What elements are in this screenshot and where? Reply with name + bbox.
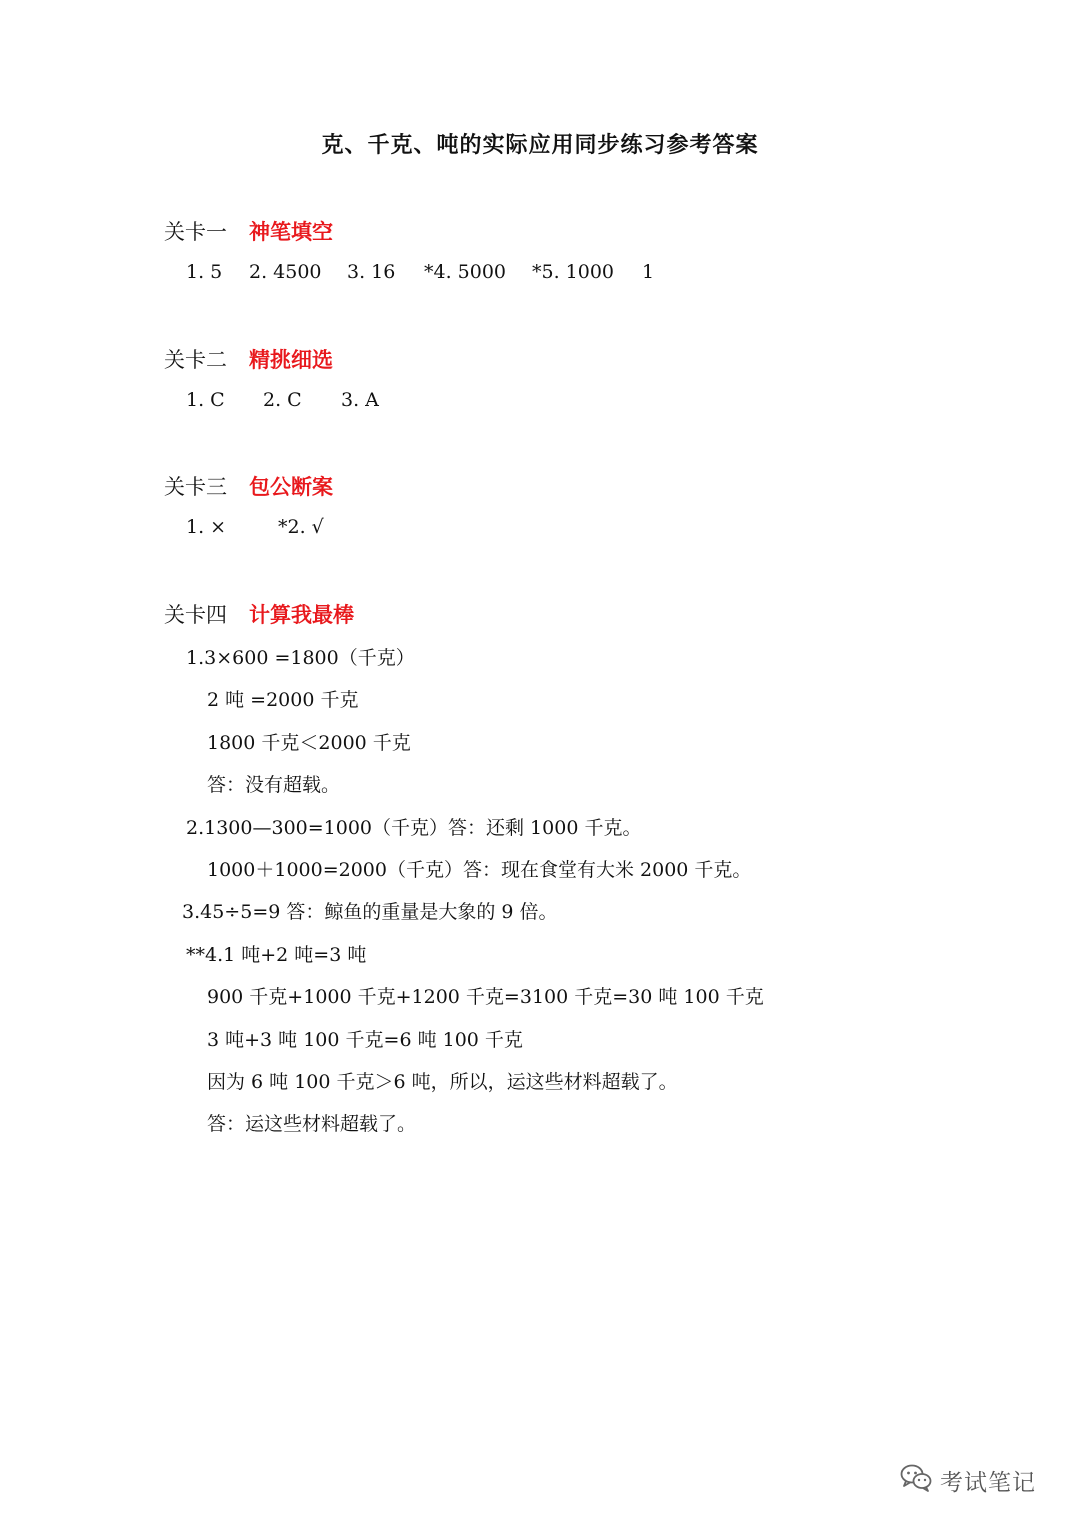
solution-line: 3.45÷5=9 答：鲸鱼的重量是大象的 9 倍。 (182, 901, 558, 923)
solution-line: 因为 6 吨 100 千克＞6 吨，所以，运这些材料超载了。 (207, 1071, 678, 1093)
section-heading-4 (164, 599, 354, 629)
solution-line: 900 千克+1000 千克+1200 千克=3100 千克=30 吨 100 千克 (207, 986, 764, 1008)
solution-line: 1.3×600 =1800（千克） (186, 647, 415, 669)
answer: 1 (642, 261, 655, 283)
section-level: 关卡一 (164, 220, 227, 244)
answer: 1. 5 (186, 261, 223, 283)
solution-line: 2 吨 =2000 千克 (207, 689, 359, 711)
answer-row-3 (186, 516, 324, 538)
solution-line: **4.1 吨+2 吨=3 吨 (186, 944, 367, 966)
solution-line: 答：没有超载。 (207, 774, 341, 796)
section-name: 包公断案 (249, 474, 333, 499)
answer: 2. C (263, 389, 302, 411)
answer-row-1 (186, 261, 654, 283)
solution-line: 答：运这些材料超载了。 (207, 1113, 417, 1135)
watermark (900, 1462, 1036, 1498)
page-title: 克、千克、吨的实际应用同步练习参考答案 (321, 132, 759, 158)
section-heading-1 (164, 216, 333, 246)
section-level: 关卡二 (164, 348, 227, 372)
answer: *5. 1000 (532, 261, 615, 283)
section-name: 神笔填空 (249, 219, 333, 244)
answer: 2. 4500 (249, 261, 322, 283)
section-level: 关卡四 (164, 603, 227, 627)
solution-line: 1800 千克＜2000 千克 (207, 732, 411, 754)
answer-row-2 (186, 389, 379, 411)
section-name: 精挑细选 (249, 347, 333, 372)
answer: *2. √ (278, 516, 324, 538)
answer: 3. A (341, 389, 379, 411)
solution-line: 3 吨+3 吨 100 千克=6 吨 100 千克 (207, 1029, 523, 1051)
answer: 1. C (186, 389, 225, 411)
section-level: 关卡三 (164, 475, 227, 499)
section-heading-3 (164, 471, 333, 501)
solution-line: 2.1300—300=1000（千克）答：还剩 1000 千克。 (186, 817, 642, 839)
answer: 1. × (186, 516, 227, 538)
answer: 3. 16 (347, 261, 396, 283)
watermark-text: 考试笔记 (940, 1469, 1036, 1496)
wechat-icon (900, 1463, 932, 1497)
solution-line: 1000＋1000=2000（千克）答：现在食堂有大米 2000 千克。 (207, 859, 752, 881)
answer: *4. 5000 (424, 261, 507, 283)
section-name: 计算我最棒 (249, 602, 354, 627)
section-heading-2 (164, 344, 333, 374)
